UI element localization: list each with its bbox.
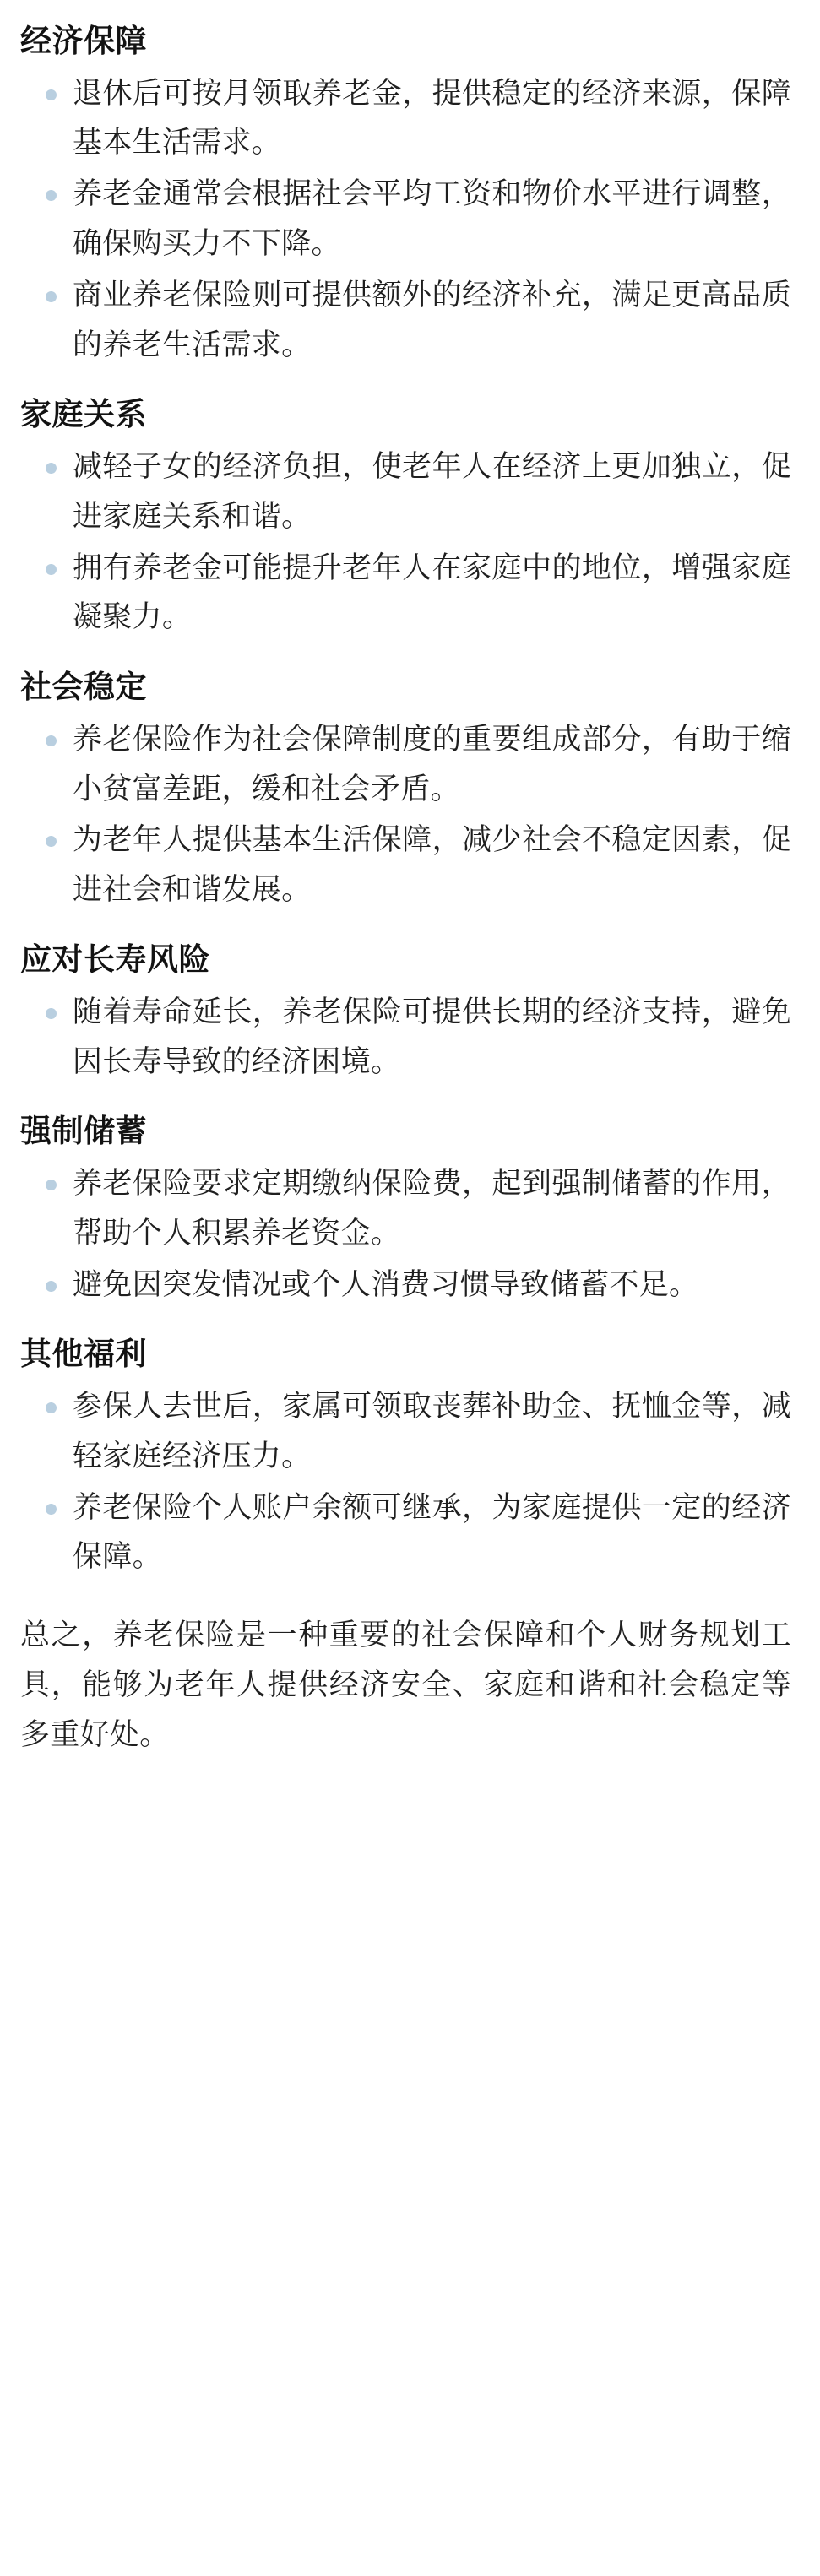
list-item bbox=[20, 1159, 791, 1259]
list-item-text: 避免因突发情况或个人消费习惯导致储蓄不足。 bbox=[73, 1267, 699, 1301]
bullet-dot-icon bbox=[46, 735, 57, 746]
bullet-list bbox=[20, 442, 791, 643]
list-item-text: 养老金通常会根据社会平均工资和物价水平进行调整，确保购买力不下降。 bbox=[73, 177, 791, 261]
list-item bbox=[20, 1382, 791, 1482]
bullet-dot-icon bbox=[46, 291, 57, 302]
list-item bbox=[20, 715, 791, 815]
section-heading: 其他福利 bbox=[20, 1337, 147, 1372]
document-section bbox=[20, 1109, 791, 1310]
list-item-text: 为老年人提供基本生活保障，减少社会不稳定因素，促进社会和谐发展。 bbox=[73, 823, 791, 907]
list-item-text: 减轻子女的经济负担，使老年人在经济上更加独立，促进家庭关系和谐。 bbox=[73, 450, 791, 533]
section-heading: 家庭关系 bbox=[20, 397, 147, 432]
document-section bbox=[20, 664, 791, 915]
list-item-text: 参保人去世后，家属可领取丧葬补助金、抚恤金等，减轻家庭经济压力。 bbox=[73, 1389, 791, 1472]
list-item bbox=[20, 442, 791, 542]
section-heading: 强制储蓄 bbox=[20, 1114, 147, 1149]
bullet-list bbox=[20, 715, 791, 915]
list-item bbox=[20, 170, 791, 269]
list-item-text: 商业养老保险则可提供额外的经济补充，满足更高品质的养老生活需求。 bbox=[73, 278, 791, 361]
list-item bbox=[20, 1261, 791, 1310]
sections-container bbox=[20, 19, 791, 1582]
bullet-list bbox=[20, 1159, 791, 1310]
closing-paragraph: 总之，养老保险是一种重要的社会保障和个人财务规划工具，能够为老年人提供经济安全、家庭和谐和社会稳定等多重好处。 bbox=[20, 1619, 791, 1751]
list-item-text: 随着寿命延长，养老保险可提供长期的经济支持，避免因长寿导致的经济困境。 bbox=[73, 995, 791, 1078]
bullet-list bbox=[20, 988, 791, 1087]
document-section bbox=[20, 1331, 791, 1582]
list-item bbox=[20, 988, 791, 1087]
document-section bbox=[20, 19, 791, 370]
list-item-text: 拥有养老金可能提升老年人在家庭中的地位，增强家庭凝聚力。 bbox=[73, 550, 791, 634]
list-item bbox=[20, 1483, 791, 1583]
section-heading: 社会稳定 bbox=[20, 670, 147, 705]
list-item bbox=[20, 544, 791, 643]
bullet-dot-icon bbox=[46, 1402, 57, 1413]
bullet-dot-icon bbox=[46, 1008, 57, 1019]
document-section bbox=[20, 937, 791, 1087]
document-section bbox=[20, 392, 791, 643]
list-item bbox=[20, 69, 791, 169]
list-item bbox=[20, 271, 791, 371]
list-item-text: 退休后可按月领取养老金，提供稳定的经济来源，保障基本生活需求。 bbox=[73, 76, 791, 160]
bullet-dot-icon bbox=[46, 463, 57, 474]
list-item-text: 养老保险作为社会保障制度的重要组成部分，有助于缩小贫富差距，缓和社会矛盾。 bbox=[73, 722, 791, 805]
bullet-dot-icon bbox=[46, 836, 57, 847]
bullet-dot-icon bbox=[46, 1504, 57, 1515]
list-item-text: 养老保险个人账户余额可继承，为家庭提供一定的经济保障。 bbox=[73, 1490, 791, 1574]
bullet-dot-icon bbox=[46, 190, 57, 201]
bullet-list bbox=[20, 1382, 791, 1582]
bullet-dot-icon bbox=[46, 564, 57, 575]
bullet-dot-icon bbox=[46, 1281, 57, 1292]
section-heading: 应对长寿风险 bbox=[20, 942, 210, 978]
bullet-dot-icon bbox=[46, 89, 57, 100]
bullet-dot-icon bbox=[46, 1180, 57, 1190]
list-item-text: 养老保险要求定期缴纳保险费，起到强制储蓄的作用，帮助个人积累养老资金。 bbox=[73, 1166, 791, 1250]
bullet-list bbox=[20, 69, 791, 371]
section-heading: 经济保障 bbox=[20, 24, 147, 58]
list-item bbox=[20, 816, 791, 915]
